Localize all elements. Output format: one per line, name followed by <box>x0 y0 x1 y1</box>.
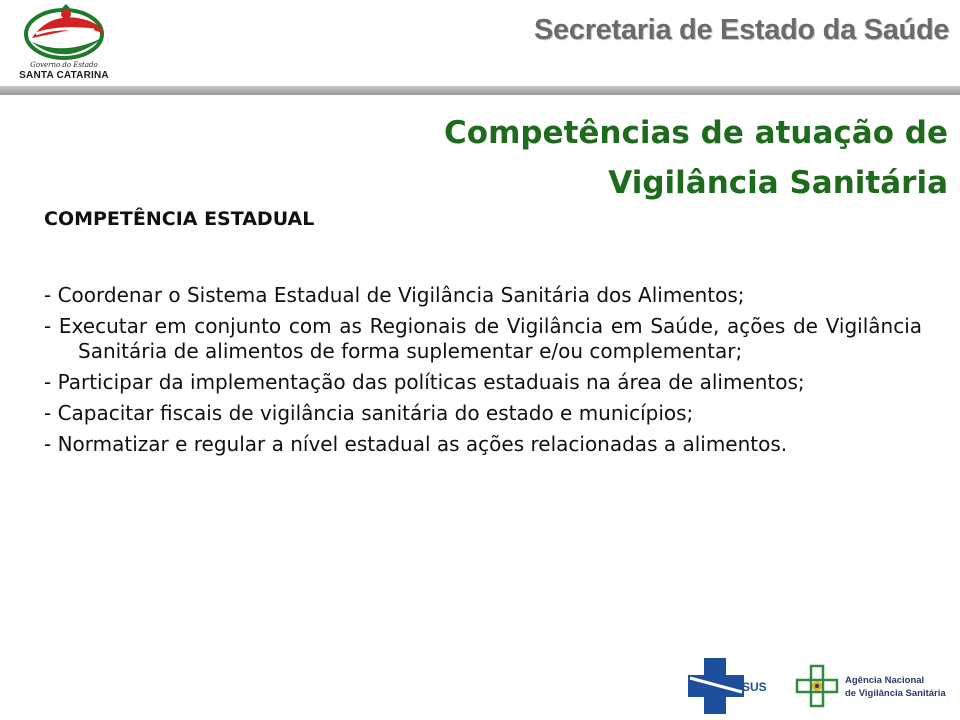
anvisa-line-2: de Vigilância Sanitária <box>845 688 946 699</box>
sus-cross-icon <box>686 656 746 716</box>
logo-gov-text: Governo do Estado <box>30 61 98 69</box>
header-divider <box>0 86 960 95</box>
slide-title: Competências de atuação de Vigilância Sanitária <box>444 115 948 201</box>
list-item: - Participar da implementação das políticas estaduais na área de alimentos; <box>44 370 805 394</box>
anvisa-emblem-icon <box>795 664 839 708</box>
sus-label: SUS <box>742 680 767 694</box>
list-item: - Normatizar e regular a nível estadual as ações relacionadas a alimentos. <box>44 432 788 456</box>
santa-catarina-logo <box>8 4 120 84</box>
section-heading: COMPETÊNCIA ESTADUAL <box>44 208 315 230</box>
list-item: - Executar em conjunto com as Regionais de Vigilância em Saúde, ações de Vigilância Sanitária de alimentos de forma suplementar e/ou complementar; <box>44 314 922 363</box>
anvisa-line-1: Agência Nacional <box>845 675 925 686</box>
logo-state-text: SANTA CATARINA <box>19 70 109 81</box>
list-item: - Coordenar o Sistema Estadual de Vigilância Sanitária dos Alimentos; <box>44 283 745 307</box>
secretaria-title: Secretaria de Estado da Saúde <box>534 14 950 46</box>
sus-logo <box>686 656 781 716</box>
santa-catarina-emblem-icon <box>8 4 120 62</box>
anvisa-logo <box>795 664 955 712</box>
competencies-list <box>44 283 922 463</box>
list-item: - Capacitar fiscais de vigilância sanitária do estado e municípios; <box>44 401 694 425</box>
